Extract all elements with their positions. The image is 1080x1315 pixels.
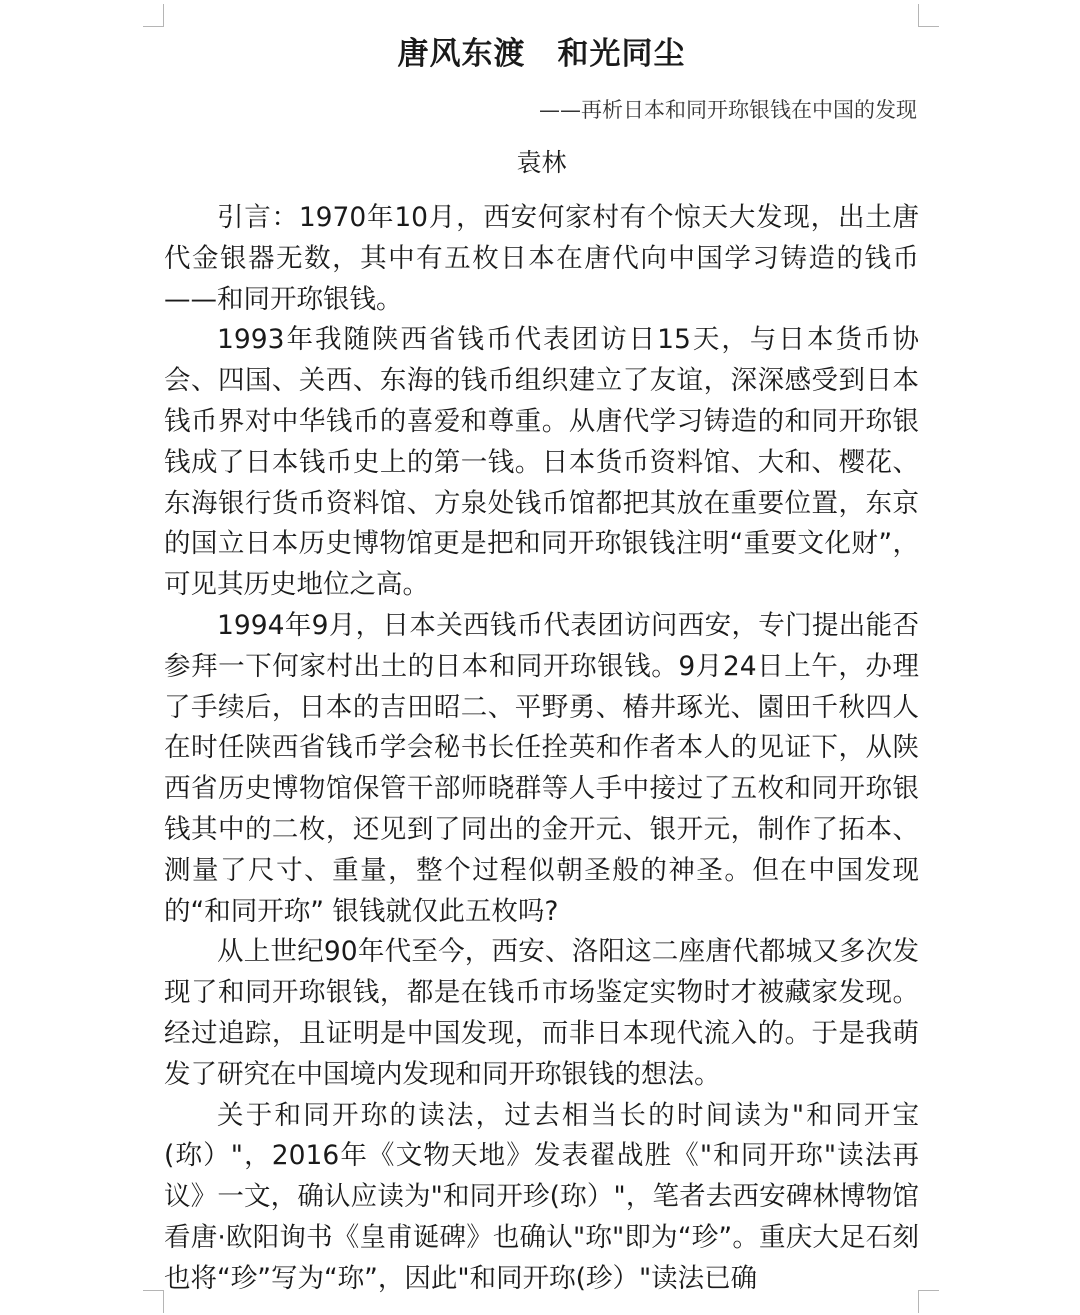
paragraph-1994-visit: 1994年9月，日本关西钱币代表团访问西安，专门提出能否参拜一下何家村出土的日本和同开珎银钱。9月24日上午，办理了手续后，日本的吉田昭二、平野勇、椿井琢光、園田千秋四人在时任陕西省钱币学会秘书长任拴英和作者本人的见证下，从陕西省历史博物馆保管干部师晓群等人手中接过了五枚和同开珎银钱其中的二枚，还见到了同出的金开元、银开元，制作了拓本、测量了尺寸、重量，整个过程似朝圣般的神圣。但在中国发现的“和同开珎” 银钱就仅此五枚吗? xyxy=(164,609,919,927)
article-subtitle: ——再析日本和同开珎银钱在中国的发现 xyxy=(539,98,917,122)
page-corner-mark-bottom-right xyxy=(918,1290,939,1313)
article-title: 唐风东渡 和光同尘 xyxy=(397,36,686,72)
paragraph-intro: 引言：1970年10月，西安何家村有个惊天大发现，出土唐代金银器无数，其中有五枚日本在唐代向中国学习铸造的钱币——和同开珎银钱。 xyxy=(164,202,919,315)
page-corner-mark-top-right xyxy=(918,4,939,27)
document-page xyxy=(164,0,919,1315)
paragraph-1993-visit: 1993年我随陕西省钱币代表团访日15天，与日本货币协会、四国、关西、东海的钱币组织建立了友谊，深深感受到日本钱币界对中华钱币的喜爱和尊重。从唐代学习铸造的和同开珎银钱成了日本钱币史上的第一钱。日本货币资料馆、大和、樱花、东海银行货币资料馆、方泉处钱币馆都把其放在重要位置，东京的国立日本历史博物馆更是把和同开珎银钱注明“重要文化财”，可见其历史地位之高。 xyxy=(164,324,919,601)
paragraph-reading: 关于和同开珎的读法，过去相当长的时间读为"和同开宝(珎）"，2016年《文物天地》发表翟战胜《"和同开珎"读法再议》一文，确认应读为"和同开珍(珎）"，笔者去西安碑林博物馆看唐·欧阳询书《皇甫诞碑》也确认"珎"即为“珍”。重庆大足石刻也将“珍”写为“珎”，因此"和同开珎(珍）"读法已确 xyxy=(164,1099,919,1294)
article-body xyxy=(164,198,919,1300)
article-author: 袁林 xyxy=(516,148,567,177)
page-corner-mark-bottom-left xyxy=(143,1290,164,1313)
paragraph-discoveries: 从上世纪90年代至今，西安、洛阳这二座唐代都城又多次发现了和同开珎银钱，都是在钱币市场鉴定实物时才被藏家发现。经过追踪，且证明是中国发现，而非日本现代流入的。于是我萌发了研究在中国境内发现和同开珎银钱的想法。 xyxy=(164,936,919,1090)
page-corner-mark-top-left xyxy=(143,4,164,27)
